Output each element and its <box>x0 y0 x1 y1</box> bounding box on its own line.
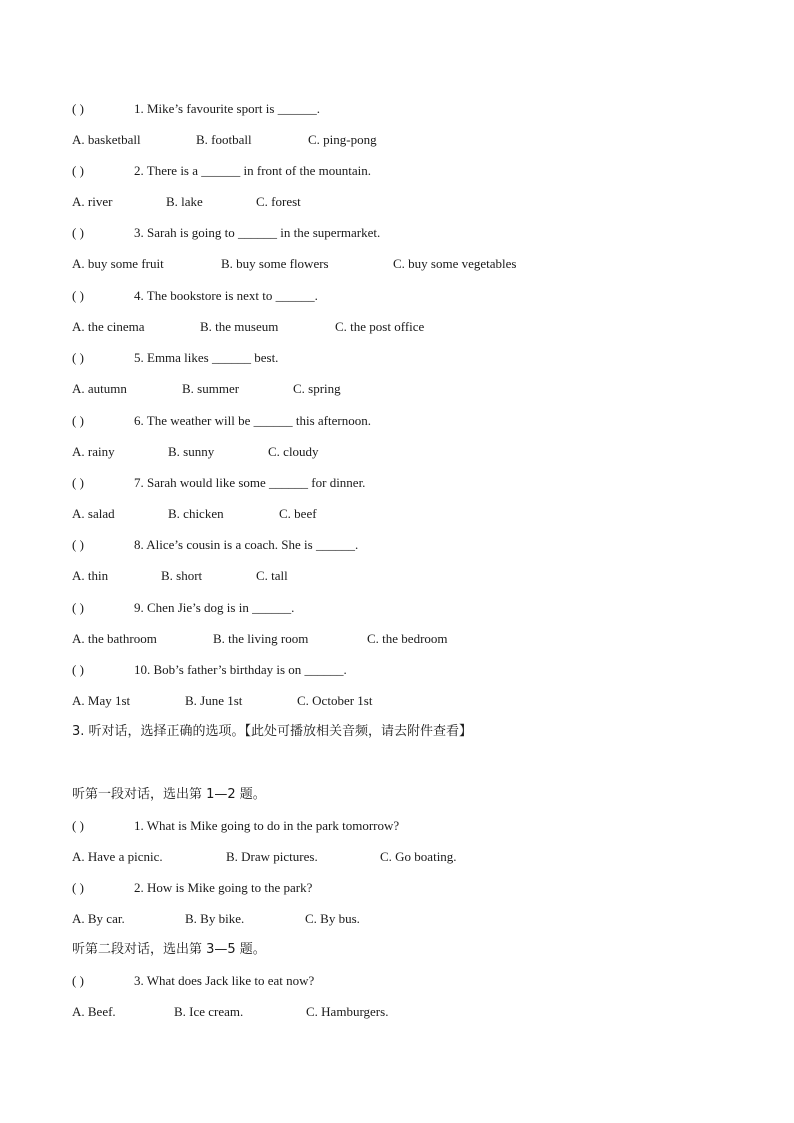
question-text: 3. Sarah is going to ______ in the supermarket. <box>134 225 381 240</box>
option-b: B. short <box>161 568 203 583</box>
option-c: C. buy some vegetables <box>393 256 517 271</box>
option-b: B. the museum <box>200 319 279 334</box>
answer-blank[interactable]: ( ) <box>72 163 84 178</box>
answer-blank[interactable]: ( ) <box>72 288 84 303</box>
answer-blank[interactable]: ( ) <box>72 537 84 552</box>
option-c: C. beef <box>279 506 317 521</box>
option-a: A. the cinema <box>72 319 145 334</box>
option-a: A. Have a picnic. <box>72 849 163 864</box>
answer-blank[interactable]: ( ) <box>72 350 84 365</box>
question-line <box>72 350 278 366</box>
option-c: C. tall <box>256 568 288 583</box>
option-c: C. Hamburgers. <box>306 1004 389 1019</box>
answer-blank[interactable]: ( ) <box>72 818 84 833</box>
question-line <box>72 413 371 429</box>
answer-blank[interactable]: ( ) <box>72 662 84 677</box>
option-b: B. June 1st <box>185 693 243 708</box>
option-c: C. spring <box>293 381 341 396</box>
question-text: 2. There is a ______ in front of the mountain. <box>134 163 371 178</box>
question-text: 2. How is Mike going to the park? <box>134 880 313 895</box>
option-a: A. autumn <box>72 381 127 396</box>
question-line <box>72 662 347 678</box>
question-text: 1. What is Mike going to do in the park tomorrow? <box>134 818 400 833</box>
question-text: 8. Alice’s cousin is a coach. She is ______. <box>134 537 359 552</box>
option-a: A. rainy <box>72 444 115 459</box>
option-c: C. Go boating. <box>380 849 457 864</box>
dialogue-heading: 听第一段对话，选出第 1—2 题。 <box>72 787 266 802</box>
question-text: 3. What does Jack like to eat now? <box>134 973 315 988</box>
option-c: C. October 1st <box>297 693 373 708</box>
question-line <box>72 475 365 491</box>
option-b: B. summer <box>182 381 240 396</box>
question-text: 6. The weather will be ______ this afternoon. <box>134 413 371 428</box>
question-line <box>72 288 318 304</box>
option-b: B. football <box>196 132 252 147</box>
answer-blank[interactable]: ( ) <box>72 475 84 490</box>
answer-blank[interactable]: ( ) <box>72 225 84 240</box>
answer-blank[interactable]: ( ) <box>72 101 84 116</box>
question-text: 10. Bob’s father’s birthday is on ______. <box>134 662 347 677</box>
option-b: B. lake <box>166 194 203 209</box>
option-a: A. thin <box>72 568 109 583</box>
question-text: 7. Sarah would like some ______ for dinner. <box>134 475 366 490</box>
option-b: B. Draw pictures. <box>226 849 318 864</box>
option-a: A. May 1st <box>72 693 131 708</box>
answer-blank[interactable]: ( ) <box>72 413 84 428</box>
question-text: 5. Emma likes ______ best. <box>134 350 279 365</box>
option-b: B. the living room <box>213 631 309 646</box>
option-b: B. By bike. <box>185 911 245 926</box>
question-text: 4. The bookstore is next to ______. <box>134 288 318 303</box>
answer-blank[interactable]: ( ) <box>72 973 84 988</box>
question-line <box>72 818 399 834</box>
option-a: A. river <box>72 194 113 209</box>
option-b: B. buy some flowers <box>221 256 329 271</box>
question-line <box>72 163 371 179</box>
question-line <box>72 101 320 117</box>
question-text: 9. Chen Jie’s dog is in ______. <box>134 600 295 615</box>
question-text: 1. Mike’s favourite sport is ______. <box>134 101 320 116</box>
option-a: A. the bathroom <box>72 631 157 646</box>
option-a: A. salad <box>72 506 115 521</box>
option-c: C. the bedroom <box>367 631 448 646</box>
option-c: C. By bus. <box>305 911 360 926</box>
answer-blank[interactable]: ( ) <box>72 600 84 615</box>
option-b: B. sunny <box>168 444 215 459</box>
option-a: A. basketball <box>72 132 141 147</box>
option-c: C. cloudy <box>268 444 319 459</box>
question-line <box>72 973 314 989</box>
question-line <box>72 537 358 553</box>
option-b: B. chicken <box>168 506 224 521</box>
option-c: C. ping-pong <box>308 132 377 147</box>
option-a: A. Beef. <box>72 1004 116 1019</box>
question-line <box>72 600 294 616</box>
dialogue-heading: 听第二段对话，选出第 3—5 题。 <box>72 942 266 957</box>
question-line <box>72 880 312 896</box>
option-b: B. Ice cream. <box>174 1004 244 1019</box>
section-heading: 3. 听对话，选择正确的选项。【此处可播放相关音频，请去附件查看】 <box>72 724 473 739</box>
answer-blank[interactable]: ( ) <box>72 880 84 895</box>
question-line <box>72 225 380 241</box>
option-a: A. buy some fruit <box>72 256 164 271</box>
option-c: C. forest <box>256 194 301 209</box>
option-a: A. By car. <box>72 911 125 926</box>
option-c: C. the post office <box>335 319 425 334</box>
